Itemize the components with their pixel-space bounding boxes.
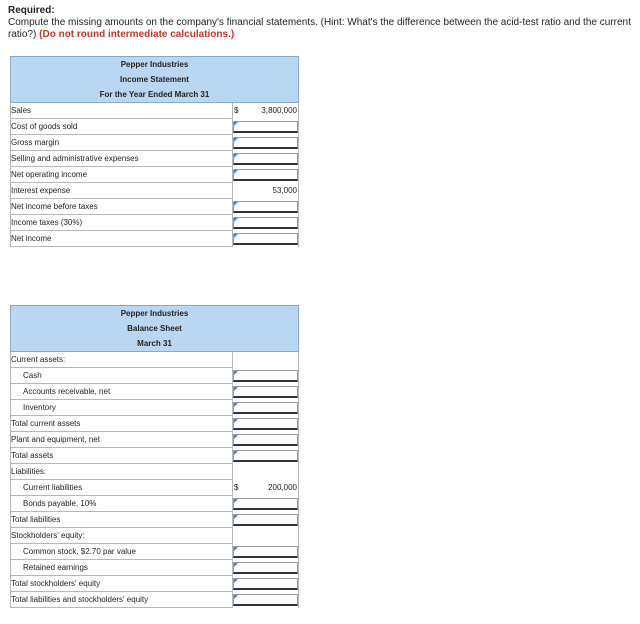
bs-row bbox=[11, 512, 299, 528]
bs-value-cell bbox=[233, 368, 299, 384]
bs-value-cell bbox=[233, 512, 299, 528]
bs-row-label: Inventory bbox=[11, 400, 233, 416]
bs-value-cell bbox=[233, 448, 299, 464]
input-marker-icon bbox=[234, 451, 238, 455]
bs-value-cell bbox=[233, 400, 299, 416]
instructions-body: Compute the missing amounts on the company's financial statements. (Hint: What's the difference between the acid-test ratio and the current ratio?) bbox=[8, 17, 631, 40]
bs-title: Balance Sheet bbox=[11, 321, 299, 336]
is-value-cell bbox=[233, 167, 299, 183]
instructions-emphasis: (Do not round intermediate calculations.) bbox=[39, 29, 235, 40]
bs-value-cell bbox=[233, 544, 299, 560]
input-marker-icon bbox=[234, 154, 238, 158]
bs-row-label: Total current assets bbox=[11, 416, 233, 432]
input-marker-icon bbox=[234, 579, 238, 583]
bs-amount-input[interactable] bbox=[233, 434, 298, 446]
balance-sheet-table bbox=[10, 305, 299, 608]
is-row bbox=[11, 119, 299, 135]
bs-value-cell bbox=[233, 560, 299, 576]
input-marker-icon bbox=[234, 563, 238, 567]
bs-amount-input[interactable] bbox=[233, 370, 298, 382]
bs-amount-input[interactable] bbox=[233, 450, 298, 462]
bs-value-cell bbox=[233, 416, 299, 432]
is-row-label: Gross margin bbox=[11, 135, 233, 151]
dollar-sign: $ bbox=[234, 106, 239, 116]
bs-given-amount bbox=[233, 481, 298, 494]
bs-row-label: Total stockholders' equity bbox=[11, 576, 233, 592]
bs-row-label: Plant and equipment, net bbox=[11, 432, 233, 448]
is-row bbox=[11, 231, 299, 247]
input-marker-icon bbox=[234, 234, 238, 238]
bs-row-label: Liabilities: bbox=[11, 464, 233, 480]
bs-row-label: Retained earnings bbox=[11, 560, 233, 576]
is-row bbox=[11, 215, 299, 231]
is-title: Income Statement bbox=[11, 72, 299, 87]
bs-empty-cell bbox=[233, 352, 299, 368]
is-value-cell bbox=[233, 103, 299, 119]
bs-row-label: Current assets: bbox=[11, 352, 233, 368]
input-marker-icon bbox=[234, 403, 238, 407]
is-given-amount bbox=[233, 184, 298, 197]
bs-empty-cell bbox=[233, 464, 299, 480]
is-row-label: Cost of goods sold bbox=[11, 119, 233, 135]
bs-value-cell bbox=[233, 496, 299, 512]
bs-row-label: Accounts receivable, net bbox=[11, 384, 233, 400]
input-marker-icon bbox=[234, 371, 238, 375]
bs-row bbox=[11, 368, 299, 384]
bs-row bbox=[11, 352, 299, 368]
is-amount-input[interactable] bbox=[233, 201, 298, 213]
bs-amount-input[interactable] bbox=[233, 402, 298, 414]
bs-value-cell bbox=[233, 576, 299, 592]
bs-row-label: Total liabilities and stockholders' equity bbox=[11, 592, 233, 608]
is-value-cell bbox=[233, 215, 299, 231]
dollar-sign: $ bbox=[234, 483, 239, 492]
is-row bbox=[11, 183, 299, 199]
is-row bbox=[11, 199, 299, 215]
is-amount-input[interactable] bbox=[233, 169, 298, 181]
bs-amount-input[interactable] bbox=[233, 546, 298, 558]
bs-value-cell bbox=[233, 384, 299, 400]
is-amount-input[interactable] bbox=[233, 153, 298, 165]
input-marker-icon bbox=[234, 202, 238, 206]
income-statement-table bbox=[10, 56, 299, 247]
is-value-cell bbox=[233, 135, 299, 151]
is-value-cell bbox=[233, 183, 299, 199]
amount-value: 200,000 bbox=[268, 483, 297, 492]
is-row-label: Net income bbox=[11, 231, 233, 247]
instructions-text bbox=[8, 17, 634, 41]
bs-row bbox=[11, 544, 299, 560]
is-given-amount bbox=[233, 104, 298, 117]
input-marker-icon bbox=[234, 170, 238, 174]
is-row-label: Interest expense bbox=[11, 183, 233, 199]
is-row bbox=[11, 103, 299, 119]
bs-row bbox=[11, 416, 299, 432]
bs-row bbox=[11, 464, 299, 480]
bs-amount-input[interactable] bbox=[233, 498, 298, 510]
is-company-name: Pepper Industries bbox=[11, 57, 299, 73]
input-marker-icon bbox=[234, 387, 238, 391]
is-row-label: Net income before taxes bbox=[11, 199, 233, 215]
amount-value: 53,000 bbox=[272, 186, 297, 195]
bs-period: March 31 bbox=[11, 336, 299, 352]
is-amount-input[interactable] bbox=[233, 217, 298, 229]
is-row bbox=[11, 151, 299, 167]
bs-row bbox=[11, 400, 299, 416]
bs-row bbox=[11, 448, 299, 464]
input-marker-icon bbox=[234, 515, 238, 519]
bs-row-label: Stockholders' equity: bbox=[11, 528, 233, 544]
is-value-cell bbox=[233, 231, 299, 247]
bs-row-label: Common stock, $2.70 par value bbox=[11, 544, 233, 560]
bs-company-name: Pepper Industries bbox=[11, 306, 299, 322]
input-marker-icon bbox=[234, 122, 238, 126]
is-row-label: Sales bbox=[11, 103, 233, 119]
bs-value-cell bbox=[233, 480, 299, 496]
is-amount-input[interactable] bbox=[233, 121, 298, 133]
is-value-cell bbox=[233, 199, 299, 215]
amount-value: 3,800,000 bbox=[261, 106, 297, 116]
bs-row bbox=[11, 480, 299, 496]
bs-row bbox=[11, 576, 299, 592]
bs-value-cell bbox=[233, 432, 299, 448]
bs-row-label: Current liabilities bbox=[11, 480, 233, 496]
is-row bbox=[11, 135, 299, 151]
bs-row-label: Bonds payable, 10% bbox=[11, 496, 233, 512]
bs-row bbox=[11, 592, 299, 608]
input-marker-icon bbox=[234, 499, 238, 503]
bs-amount-input[interactable] bbox=[233, 594, 298, 606]
is-row-label: Income taxes (30%) bbox=[11, 215, 233, 231]
is-row-label: Net operating income bbox=[11, 167, 233, 183]
required-heading: Required: bbox=[8, 5, 55, 16]
bs-row bbox=[11, 432, 299, 448]
bs-row bbox=[11, 496, 299, 512]
input-marker-icon bbox=[234, 419, 238, 423]
bs-empty-cell bbox=[233, 528, 299, 544]
input-marker-icon bbox=[234, 595, 238, 599]
bs-row bbox=[11, 528, 299, 544]
input-marker-icon bbox=[234, 435, 238, 439]
is-period: For the Year Ended March 31 bbox=[11, 87, 299, 103]
bs-row-label: Cash bbox=[11, 368, 233, 384]
is-amount-input[interactable] bbox=[233, 233, 298, 245]
bs-row bbox=[11, 560, 299, 576]
bs-amount-input[interactable] bbox=[233, 578, 298, 590]
is-row bbox=[11, 167, 299, 183]
is-row-label: Selling and administrative expenses bbox=[11, 151, 233, 167]
bs-amount-input[interactable] bbox=[233, 418, 298, 430]
bs-value-cell bbox=[233, 592, 299, 608]
bs-amount-input[interactable] bbox=[233, 386, 298, 398]
bs-row-label: Total assets bbox=[11, 448, 233, 464]
input-marker-icon bbox=[234, 218, 238, 222]
bs-amount-input[interactable] bbox=[233, 514, 298, 526]
is-value-cell bbox=[233, 119, 299, 135]
input-marker-icon bbox=[234, 138, 238, 142]
is-value-cell bbox=[233, 151, 299, 167]
bs-row bbox=[11, 384, 299, 400]
input-marker-icon bbox=[234, 547, 238, 551]
bs-amount-input[interactable] bbox=[233, 562, 298, 574]
bs-row-label: Total liabilities bbox=[11, 512, 233, 528]
is-amount-input[interactable] bbox=[233, 137, 298, 149]
